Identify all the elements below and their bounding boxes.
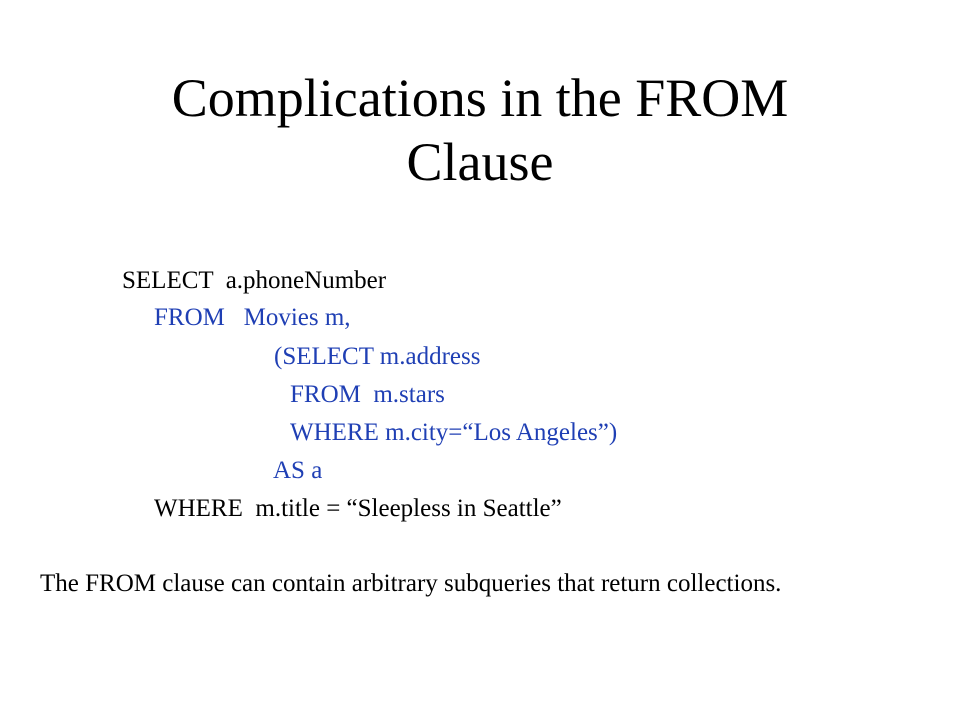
sql-subquery-where-line: WHERE m.city=“Los Angeles”) xyxy=(290,419,618,446)
sql-where-line: WHERE m.title = “Sleepless in Seattle” xyxy=(154,495,562,522)
title-line-1: Complications in the FROM xyxy=(171,68,789,128)
title-line-2: Clause xyxy=(406,132,554,192)
sql-subquery-select-line: (SELECT m.address xyxy=(274,343,481,370)
sql-alias-line: AS a xyxy=(273,457,323,484)
sql-select-line: SELECT a.phoneNumber xyxy=(122,267,387,294)
slide-caption: The FROM clause can contain arbitrary subqueries that return collections. xyxy=(40,570,782,597)
sql-subquery-from-line: FROM m.stars xyxy=(290,381,445,408)
sql-from-line: FROM Movies m, xyxy=(154,304,351,331)
slide-title xyxy=(0,66,960,194)
